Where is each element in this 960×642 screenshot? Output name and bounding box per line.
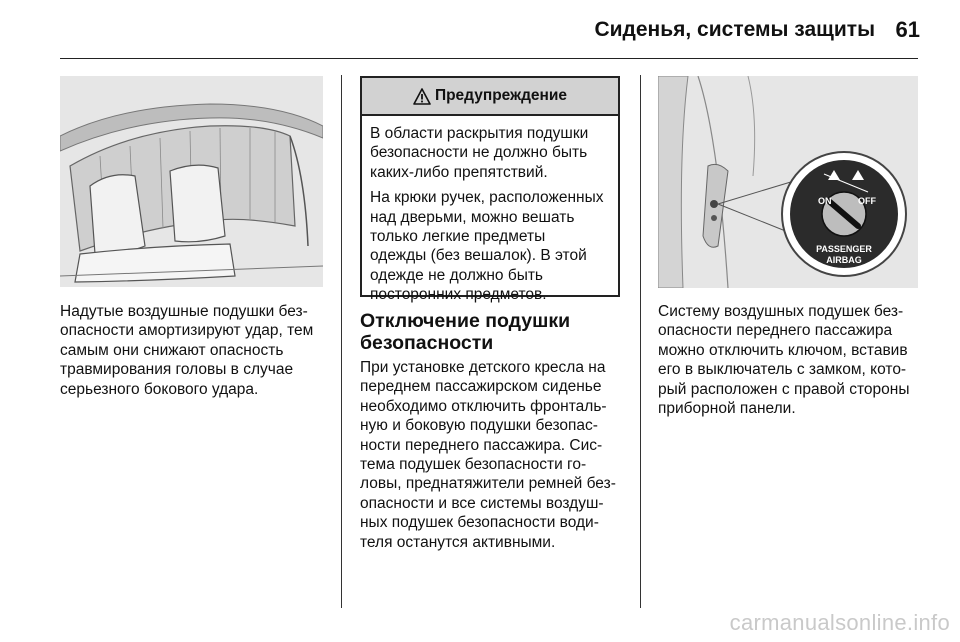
switch-label-airbag: AIRBAG <box>826 255 862 265</box>
curtain-airbag-illustration <box>60 76 323 287</box>
column-divider-left <box>341 75 342 608</box>
section-body: При установке детского кресла на переднем пассажирском сиденье необходимо отключить фронталь- ную и боковую подушки безопас- ности переднего пассажира. Сис- тема подушек безопасности го- ловы, преднатяжители ремней без- опасности и все системы воздуш- ных подушек безопасности води- теля останутся активными. <box>360 359 616 551</box>
switch-label-on: ON <box>818 196 832 206</box>
switch-label-off: OFF <box>858 196 876 206</box>
warning-header <box>362 78 618 116</box>
warning-box <box>360 76 620 304</box>
airbag-switch-caption: Систему воздушных подушек без- опасности переднего пассажира можно отключить ключом, вставив его в выключатель с замком, кото- рый расположен с правой стороны приборной панели. <box>658 303 910 418</box>
switch-label-passenger: PASSENGER <box>816 244 872 254</box>
curtain-airbag-caption: Надутые воздушные подушки без- опасности амортизируют удар, тем самым они снижают опасность травмирования головы в случае серьезного бокового удара. <box>60 303 314 398</box>
section-heading: Отключение подушки безопасности <box>360 310 571 354</box>
warning-triangle-icon <box>413 88 431 105</box>
column-divider-right <box>640 75 641 608</box>
airbag-switch-illustration <box>658 76 918 288</box>
watermark: carmanualsonline.info <box>729 610 950 635</box>
warning-paragraph-1: В области раскрытия подушки безопасности не должно быть каких-либо препятствий. <box>370 125 589 181</box>
page-number: 61 <box>895 17 920 42</box>
page-header-title: Сиденья, системы защиты <box>594 18 875 41</box>
warning-title: Предупреждение <box>434 87 568 104</box>
header-rule <box>60 58 918 59</box>
warning-paragraph-2: На крюки ручек, расположенных над дверьми, можно вешать только легкие предметы одежды (без вешалок). В этой одежде не должно быть посторонних предметов. <box>370 189 604 304</box>
